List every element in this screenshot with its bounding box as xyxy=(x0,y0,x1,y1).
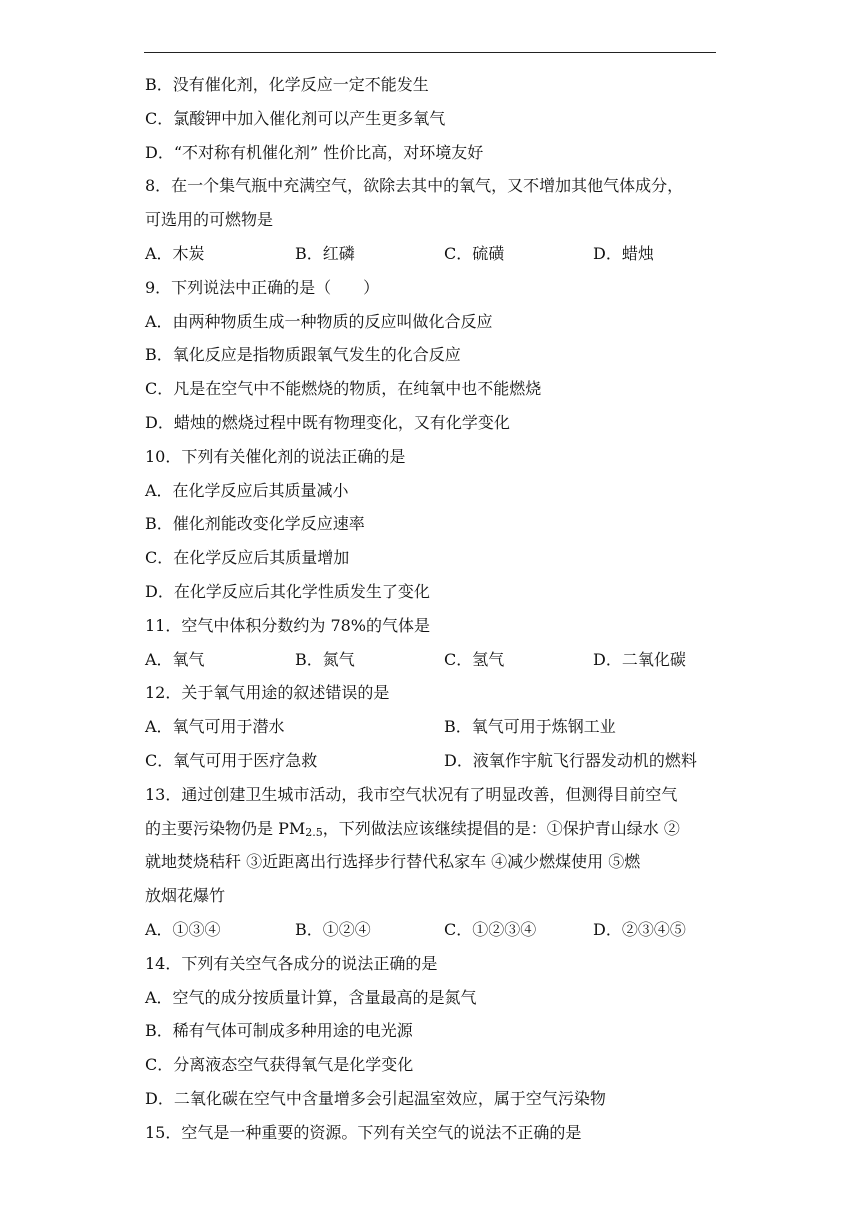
q11-option-c: C．氢气 xyxy=(444,649,505,669)
q12-option-d: D．液氧作宇航飞行器发动机的燃料 xyxy=(444,750,697,770)
q9-option-b: B．氧化反应是指物质跟氧气发生的化合反应 xyxy=(145,345,461,365)
q13-options xyxy=(145,913,717,947)
q14-option-b: B．稀有气体可制成多种用途的电光源 xyxy=(145,1021,413,1041)
q10-option-c: C．在化学反应后其质量增加 xyxy=(145,548,350,568)
q13-option-a: A．①③④ xyxy=(145,919,221,939)
q14-option-a: A．空气的成分按质量计算，含量最高的是氮气 xyxy=(145,987,477,1007)
q9-option-d: D．蜡烛的燃烧过程中既有物理变化，又有化学变化 xyxy=(145,412,510,432)
q10-option-d: D．在化学反应后其化学性质发生了变化 xyxy=(145,581,430,601)
q13-stem-line4: 放烟花爆竹 xyxy=(145,886,226,906)
q14-option-c: C．分离液态空气获得氧气是化学变化 xyxy=(145,1055,414,1075)
q13-stem-line1: 13．通过创建卫生城市活动，我市空气状况有了明显改善，但测得目前空气 xyxy=(145,784,678,804)
header-rule xyxy=(144,52,716,53)
q14-stem: 14．下列有关空气各成分的说法正确的是 xyxy=(145,953,438,973)
q11-options xyxy=(145,643,717,677)
q13-option-d: D．②③④⑤ xyxy=(593,919,686,939)
q14-option-d: D．二氧化碳在空气中含量增多会引起温室效应，属于空气污染物 xyxy=(145,1088,606,1108)
q13-option-b: B．①②④ xyxy=(295,919,371,939)
q9-option-a: A．由两种物质生成一种物质的反应叫做化合反应 xyxy=(145,311,493,331)
q9-stem: 9．下列说法中正确的是（ ） xyxy=(145,277,380,297)
q11-stem: 11．空气中体积分数约为 78%的气体是 xyxy=(145,615,431,635)
q13-stem-line3: 就地焚烧秸秆 ③近距离出行选择步行替代私家车 ④减少燃煤使用 ⑤燃 xyxy=(145,852,641,872)
q13-stem-line2 xyxy=(145,812,717,846)
q10-option-a: A．在化学反应后其质量减小 xyxy=(145,480,349,500)
q10-option-b: B．催化剂能改变化学反应速率 xyxy=(145,514,365,534)
q7-option-b: B．没有催化剂，化学反应一定不能发生 xyxy=(145,75,429,94)
q12-option-c: C．氧气可用于医疗急救 xyxy=(145,750,318,770)
q9-option-c: C．凡是在空气中不能燃烧的物质，在纯氧中也不能燃烧 xyxy=(145,379,542,399)
q8-option-b: B．红磷 xyxy=(295,243,355,263)
q11-option-d: D．二氧化碳 xyxy=(593,649,686,669)
q12-stem: 12．关于氧气用途的叙述错误的是 xyxy=(145,683,390,703)
q12-options-row2 xyxy=(145,744,717,778)
q11-option-b: B．氮气 xyxy=(295,649,355,669)
q12-option-b: B．氧气可用于炼钢工业 xyxy=(444,717,616,737)
q13-text-post: ，下列做法应该继续提倡的是：①保护青山绿水 ② xyxy=(322,818,680,838)
q11-option-a: A．氧气 xyxy=(145,649,205,669)
q7-option-d: D．“不对称有机催化剂” 性价比高，对环境友好 xyxy=(145,142,484,162)
q15-stem: 15．空气是一种重要的资源。下列有关空气的说法不正确的是 xyxy=(145,1122,582,1142)
document-body xyxy=(145,68,717,1150)
q7-option-c: C．氯酸钾中加入催化剂可以产生更多氧气 xyxy=(145,108,446,128)
q8-options xyxy=(145,237,717,271)
pm-subscript: 2.5 xyxy=(305,825,323,839)
q8-option-d: D．蜡烛 xyxy=(593,243,654,263)
q10-stem: 10．下列有关催化剂的说法正确的是 xyxy=(145,446,406,466)
q8-option-a: A．木炭 xyxy=(145,243,205,263)
q13-text-pre: 的主要污染物仍是 PM xyxy=(145,818,306,838)
q8-option-c: C．硫磺 xyxy=(444,243,505,263)
q8-stem-line2: 可选用的可燃物是 xyxy=(145,210,274,230)
q12-options-row1 xyxy=(145,710,717,744)
q12-option-a: A．氧气可用于潜水 xyxy=(145,717,285,737)
q13-option-c: C．①②③④ xyxy=(444,919,537,939)
q8-stem-line1: 8．在一个集气瓶中充满空气，欲除去其中的氧气，又不增加其他气体成分， xyxy=(145,176,684,196)
